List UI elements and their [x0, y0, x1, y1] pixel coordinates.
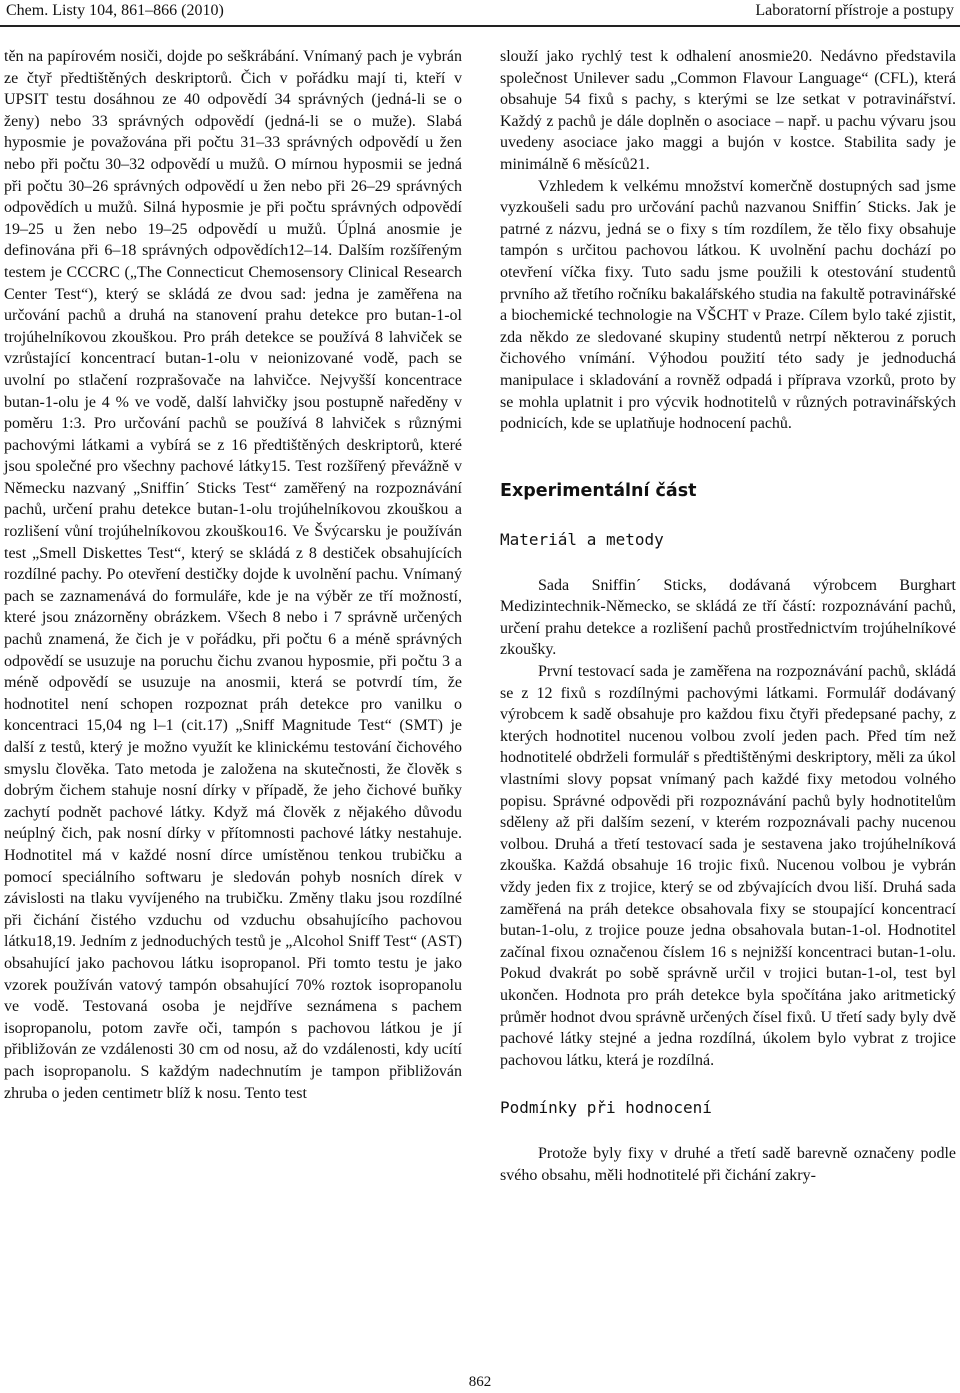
- left-column: [4, 46, 462, 1104]
- section-name: Laboratorní přístroje a postupy: [755, 2, 954, 19]
- subsection-heading: Materiál a metody: [500, 529, 664, 549]
- body-paragraph: Vzhledem k velkému množství komerčně dostupných sad jsme vyzkoušeli sadu pro určování pachů nazvanou Sniffin´ Sticks. Jak je patrné z názvu, jedná se o fixy s tím rozdílem, že tělo fixy obsahuje tampón s určitou pachovou látkou. K uvolnění pachu dochází po otevření víčka fixy. Tuto sadu jsme použili k otestování studentů prvního až třetího ročníku bakalářského studia na fakultě potravinářské a biochemické technologie na VŠCHT v Praze. Cílem bylo také zjistit, zda někdo ze sledované skupiny studentů netrpí některou z poruch čichového vnímání. Výhodou použití této sady je jednoduchá manipulace i skladování a rovněž odpadá i příprava vzorků, proto by se mohla uplatnit i pro výcvik hodnotitelů v různých potravinářských podnicích, kde se uplatňuje hodnocení pachů.: [500, 177, 956, 433]
- body-paragraph: Protože byly fixy v druhé a třetí sadě barevně označeny podle svého obsahu, měli hodnotitelé při čichání zakry-: [500, 1145, 956, 1184]
- page-number: 862: [468, 1374, 492, 1390]
- body-paragraph: těn na papírovém nosiči, dojde po seškrábání. Vnímaný pach je vybrán ze čtyř předtištěných deskriptorů. Čich v pořádku mají ti, kteří v UPSIT testu dosáhnou ze 40 odpovědí 34 správných (jedná-li se o ženy) nebo 33 správných odpovědí (jedná-li se o muže). Slabá hyposmie je považována při počtu 31–33 správných odpovědí u žen nebo při počtu 30–32 odpovědí u mužů. O mírnou hyposmii se jedná při počtu 30–26 správných odpovědí u žen nebo při 26–29 správných odpovědích u mužů. Silná hyposmie je při počtu správných odpovědí 19–25 u žen nebo 19–25 odpovědí u mužů. Úplná anosmie je definována při 6–18 správných odpovědích12–14. Dalším rozšířeným testem je CCCRC („The Connecticut Chemosensory Clinical Research Center Test“), který se skládá ze dvou sad: jedna je zaměřena na určování pachů a druhá na stanovení prahu detekce pro butan-1-ol trojúhelníkovou zkouškou. Pro práh detekce se používá 8 lahviček se vzrůstající koncentrací butan-1-olu v neionizované vodě, pach se uvolní po stlačení rozprašovače na lahvičce. Nejvyšší koncentrace butan-1-olu je 4 % ve vodě, další lahvičky jsou postupně naředěny v poměru 1:3. Pro určování pachů se používá 8 lahviček s různými pachovými látkami a vybírá se z 16 předtištěných deskriptorů, které jsou společné pro všechny pachové látky15. Test rozšířený převážně v Německu nazvaný „Sniffin´ Sticks Test“ zaměřený na rozpoznávání pachů, určení prahu detekce butan-1-olu trojúhelníkovou zkouškou a rozlišení vůní trojúhelníkovou zkouškou16. Ve Švýcarsku je používán test „Smell Diskettes Test“, který se skládá z 8 destiček obsahujících rozdílné pachy. Po otevření destičky dojde k uvolnění pachu. Vnímaný pach se zaznamenává do formuláře, kde je na výběr ze tří možností, které jsou znázorněny obrázkem. Všech 8 nebo i 7 správně určených pachů znamená, že čich je v pořádku, při počtu 6 a méně správných odpovědí se usuzuje na poruchu čichu zvanou hyposmie, při počtu 3 a méně odpovědí se usuzuje na anosmii, která se potvrdí tím, že hodnotitel není schopen rozpoznat práh detekce pro vanilku o koncentraci 15,04 ng l–1 (cit.17) „Sniff Magnitude Test“ (SMT) je další z testů, který je možno využít ke klinickému testování čichového smyslu člověka. Tato metoda je založena na skutečnosti, že člověk s dobrým čichem stahuje nosní dírky v případě, že jeho čichové buňky zachytí podnět pachové látky. Když má člověk z nějakého důvodu neúplný čich, pak nosní dírky v přítomnosti pachové látky nestahuje. Hodnotitel má v každé nosní dírce umístěnou tenkou trubičku a pomocí speciálního softwaru je sledován pohyb nosních dírek v závislosti na tlaku vyvíjeného na trubičku. Změny tlaku jsou rozdílné při čichání čistého vzduchu od vzduchu obsahujícího pachovou látku18,19. Jedním z jednoduchých testů je „Alcohol Sniff Test“ (AST) obsahující jako pachovou látku isopropanol. Při tomto testu je jako vzorek používán vatový tampón obsahující 70% roztok isopropanolu ve vodě. Testovaná osoba je nejdříve seznámena s pachem isopropanolu, potom zavře oči, tampón s pachovou látkou je jí přibližován ze vzdálenosti 30 cm od nosu, až do vzdálenosti, kdy ucítí pach isopropanolu. S každým nadechnutím je tampon přibližován zhruba o jeden centimetr blíž k nosu. Tento test: [4, 48, 462, 1102]
- right-column: [500, 46, 956, 1187]
- body-paragraph: Sada Sniffin´ Sticks, dodávaná výrobcem Burghart Medizintechnik-Německo, se skládá ze tří částí: rozpoznávání pachů, určení prahu detekce a rozlišení pachů prostřednictvím trojúhelníkové zkoušky.: [500, 576, 956, 659]
- body-paragraph: První testovací sada je zaměřena na rozpoznávání pachů, skládá se z 12 fixů s rozdílnými pachovými látkami. Formulář dodávaný výrobcem k sadě obsahuje pro každou fixu čtyři předepsané pachy, z kterých hodnotitel nucenou volbou zvolí jeden pach. Před tím než hodnotitelé obdrželi formulář s předtištěnými deskriptory, měli za úkol vlastními slovy popsat vnímaný pach každé fixy metodou volného popisu. Správné odpovědi při rozpoznávání pachů byly hodnotitelům sděleny až při dalším sezení, v kterém rozpoznávali pachy nucenou volbou. Druhá a třetí testovací sada je sestavena jako trojúhelníková zkouška. Každá obsahuje 16 trojic fixů. Nucenou volbou je vybrán vždy jeden fix z trojice, který se od zbývajících dvou liší. Druhá sada zaměřená na práh detekce obsahovala fixy se stoupající koncentrací butan-1-olu, z trojice pouze jedna obsahovala butan-1-ol. Hodnotitel začínal fixou označenou číslem 16 s nejnižší koncentraci butan-1-olu. Pokud dvakrát po sobě správně určil v trojici butan-1-ol, test byl ukončen. Hodnota pro práh detekce byla spočítána jako aritmetický průměr hodnot dvou správně určených čísel fixů. U třetí sady byly dvě pachové látky stejné a jedna rozdílná, úkolem bylo vybrat z trojice pachovou látku, která je rozdílná.: [500, 663, 956, 1069]
- running-header: [0, 0, 960, 26]
- body-paragraph: slouží jako rychlý test k odhalení anosmie20. Nedávno představila společnost Unilever sadu „Common Flavour Language“ (CFL), která obsahuje 54 fixů s pachy, s kterými se lze setkat v potravinářství. Každý z pachů je dále doplněn o asociace – např. u pachu vývaru jsou uvedeny asociace jako maggi a bujón v kostce. Stabilita sady je minimálně 6 měsíců21.: [500, 48, 956, 173]
- header-rule: [0, 25, 960, 27]
- section-heading: Experimentální část: [500, 480, 697, 501]
- subsection-heading: Podmínky při hodnocení: [500, 1098, 712, 1118]
- journal-citation: Chem. Listy 104, 861–866 (2010): [6, 2, 224, 19]
